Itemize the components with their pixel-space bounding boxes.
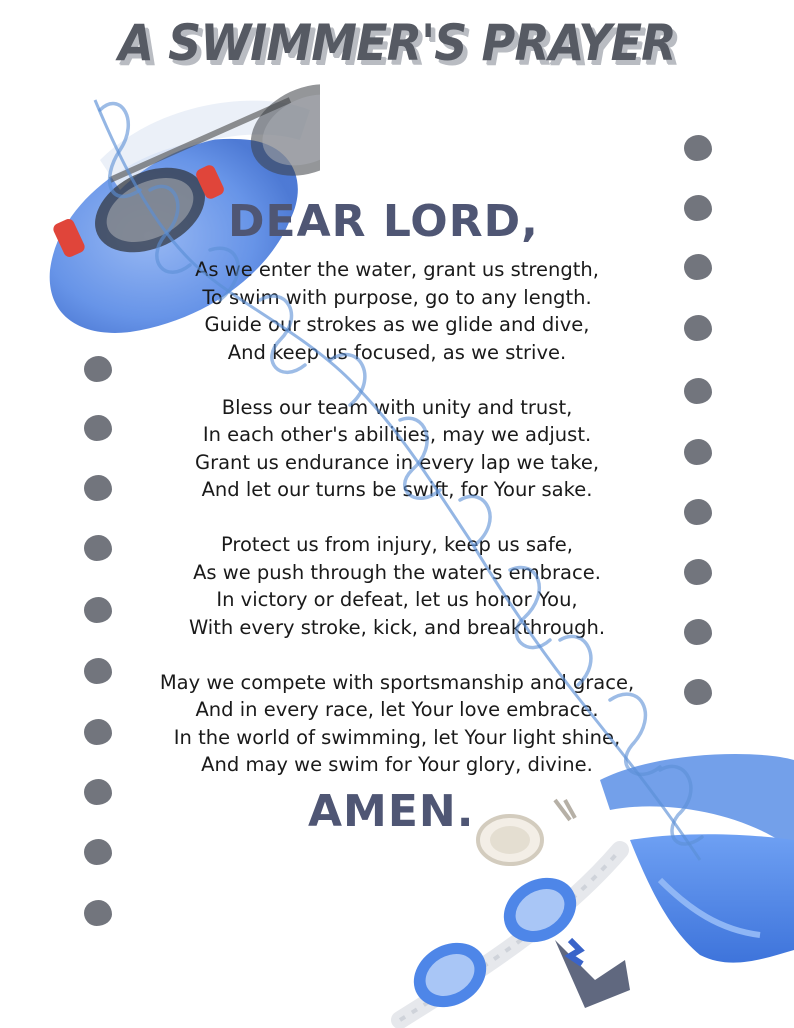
closing-heading: AMEN. [308,786,475,837]
greeting-heading: DEAR LORD, [228,196,539,247]
poem-line: As we push through the water's embrace. [193,560,601,584]
stanza [100,394,694,504]
border-dot [84,839,112,865]
poem-line: In victory or defeat, let us honor You, [216,588,578,611]
border-dot [684,195,712,221]
stanza [100,531,694,641]
poem-line: In the world of swimming, let Your light shine, [173,725,621,749]
poem-line: And let our turns be swift, for Your sake. [201,478,593,501]
page-title: A SWIMMER'S PRAYER [118,14,676,72]
poem-line: With every stroke, kick, and breakthrough. [188,615,606,639]
stanza [100,669,694,779]
poem-line: In each other's abilities, may we adjust. [202,423,592,446]
poem-line: Grant us endurance in every lap we take, [194,450,600,474]
poem-line: Protect us from injury, keep us safe, [221,533,573,556]
poem-line: Bless our team with unity and trust, [221,395,573,419]
poem-line: And keep us focused, as we strive. [227,340,567,364]
stanza [100,256,694,366]
poem-line: To swim with purpose, go to any length. [202,285,592,309]
prayer-body [100,256,694,806]
poem-line: As we enter the water, grant us strength, [195,258,599,281]
border-dot [684,135,712,161]
poem-line: And in every race, let Your love embrace. [195,698,599,721]
poem-line: And may we swim for Your glory, divine. [201,753,593,776]
poem-line: May we compete with sportsmanship and grace, [159,670,635,694]
poem-line: Guide our strokes as we glide and dive, [204,313,590,336]
border-dot [84,900,112,926]
